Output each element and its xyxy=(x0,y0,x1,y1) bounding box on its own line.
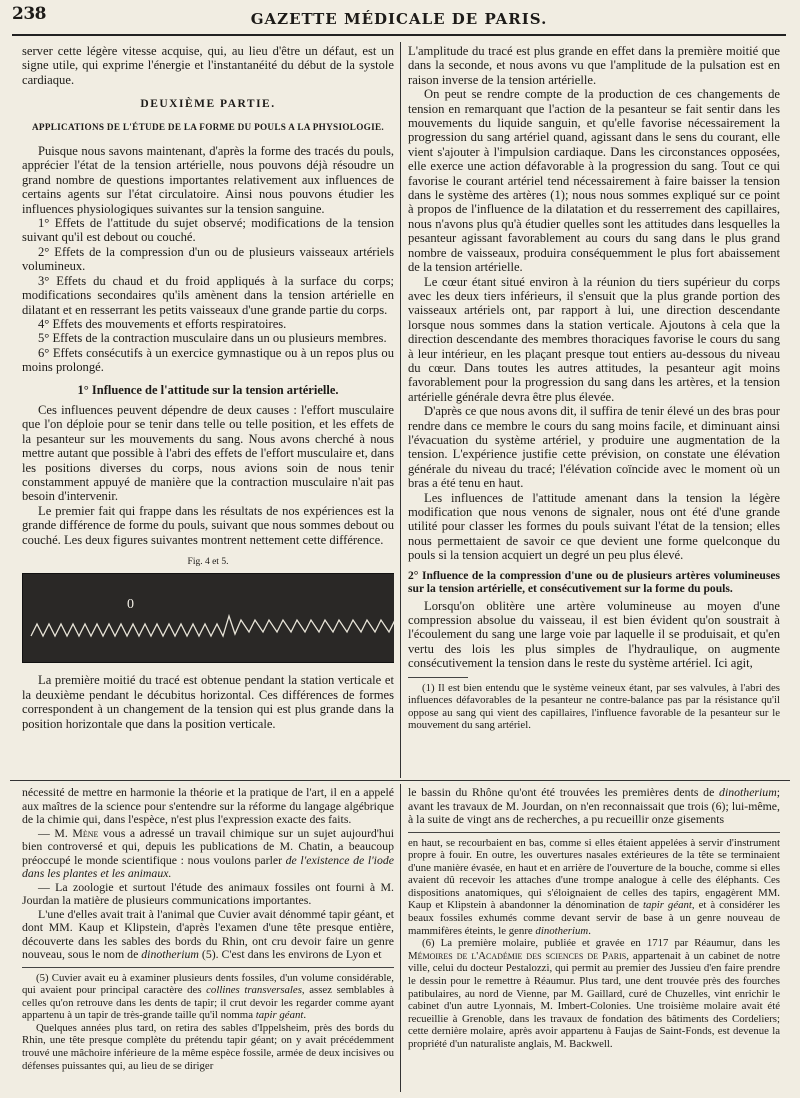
text-run: en haut, se recourbaient en bas, comme si elles étaient appelées à servir d'instrument propre à fouir. En outre, les ouvertures nasales extérieures de la tête se terminaient d'une manière évasée, en haut et en arrière de l'ouverture de la bouche, comme si elles avaient dû recevoir les attaches d'une trompe analogue à celle des éléphants. Ces dispositions anatomiques, qui s'éloignaient de celles des tapirs, engagèrent MM. Kaup et Klipstein à abandonner la dénomination de xyxy=(408,836,780,912)
paragraph xyxy=(408,786,780,827)
part-title: DEUXIÈME PARTIE. xyxy=(140,98,276,111)
paragraph xyxy=(22,908,394,962)
pulse-trace-graphic xyxy=(23,574,394,662)
text-run: vous a adressé un travail chimique sur un sujet aujourd'hui bien controversé et qui, depuis les publications de M. Chatin, a beaucoup préoccupé le monde scientifique : nous voulons parler xyxy=(22,825,394,867)
footnote-text: (1) Il est bien entendu que le système veineux étant, par ses valvules, à l'abri des influences défavorables de la pesanteur ne contre-balance pas par la résistance qu'il oppose au sang qui vient des capillaires, l'influence favorable de la pesanteur sur le mouvement du sang artériel. xyxy=(408,681,780,732)
italic-run: dinotherium xyxy=(535,924,589,937)
list-item: 2° Effets de la compression d'un ou de plusieurs vaisseaux artériels volumineux. xyxy=(22,244,394,274)
author-name: — M. Mène xyxy=(38,825,99,840)
footnote-rule xyxy=(408,677,468,678)
italic-run: tapir géant xyxy=(255,1009,304,1022)
paragraph: — La zoologie et surtout l'étude des animaux fossiles ont fourni à M. Jourdan la matière de plusieurs communications importantes. xyxy=(22,879,394,907)
paragraph: On peut se rendre compte de la production de ces changements de tension en remarquant que l'action de la pesanteur se fait sentir dans les mouvements du liquide sanguin, et qu'elle favorise nécessairement la progression du sang artériel quand, agissant dans le sens du courant, elle vient s'ajouter à l'impulsion cardiaque. Dans les circonstances opposées, elle exerce une action défavorable à la progression du sang. Tout ce qui favorise le courant artériel tend nécessairement à faire baisser la tension dans le système des artères (1); nous nous sommes expliqué sur ce point à propos de l'influence de la dilatation et du resserrement des capillaires, nous n'avons plus qu'à étudier quelles sont les attitudes dans lesquelles la pesanteur agissant favorablement au cours du sang dans le plus grand nombre de vaisseaux, produira conséquemment le plus fort abaissement de la tension artérielle. xyxy=(408,87,780,275)
right-column xyxy=(408,44,780,774)
footnote-rule xyxy=(408,832,780,833)
text-run: (6) La première molaire, publiée et gravée en 1717 par Réaumur, dans les xyxy=(422,937,780,950)
footnote-text xyxy=(408,837,780,938)
italic-run: dinotherium xyxy=(141,947,199,961)
text-run: . xyxy=(303,1009,307,1022)
paragraph: Puisque nous savons maintenant, d'après la forme des tracés du pouls, apprécier l'état de la tension artérielle, nous pouvons déjà résoudre un grand nombre de questions importantes relativement aux influences de certains agents sur l'état circulatoire. Ainsi nous pouvons étudier les influences physiologiques suivantes sur la tension sanguine. xyxy=(22,144,394,216)
italic-run: collines transversales xyxy=(206,984,302,997)
column-rule xyxy=(400,784,401,1092)
text-run: (5). C'est dans les environs de Lyon et xyxy=(198,947,382,961)
header-rule xyxy=(12,34,786,36)
footnote xyxy=(22,972,394,1073)
footnote-text xyxy=(408,937,780,1050)
list-item: 4° Effets des mouvements et efforts respiratoires. xyxy=(38,316,287,331)
footnote-text xyxy=(22,972,394,1022)
list-item: 5° Effets de la contraction musculaire dans un ou plusieurs membres. xyxy=(38,331,387,346)
italic-run: de l'existence de l'iode dans les plantes et les animaux. xyxy=(22,852,394,880)
list-item: 6° Effets consécutifs à un exercice gymnastique ou à un repos plus ou moins prolongé. xyxy=(22,345,394,375)
list-item: 3° Effets du chaud et du froid appliqués à la surface du corps; modifications secondaires qu'ils amènent dans la tension artérielle en dilatant et en resserrant les petits vaisseaux d'une grande partie du corps. xyxy=(22,273,394,317)
paragraph: server cette légère vitesse acquise, qui, au lieu d'être un défaut, est un signe utile, qui exprime l'énergie et l'instantanéité du début de la systole cardiaque. xyxy=(22,44,394,87)
small-caps-run: Mémoires de l'Académie des sciences de Paris xyxy=(408,949,627,962)
text-run: (5) Cuvier avait eu à examiner plusieurs dents fossiles, d'un volume considérable, qui avaient pour principal caractère des xyxy=(22,971,394,997)
section-heading: 1° Influence de l'attitude sur la tension artérielle. xyxy=(77,382,339,397)
lower-left-column xyxy=(22,786,394,1092)
paragraph: D'après ce que nous avons dit, il suffira de tenir élevé un des bras pour rendre dans ce membre le cours du sang moins facile, et diminuant ainsi l'évacuation du système artériel, y produire une augmentation de la tension. L'expérience justifie cette prévision, on constate une élévation générale du niveau du tracé; l'élévation coïncide avec le moment où un bras a été tenu en haut. xyxy=(408,404,780,491)
text-run: , assez semblables à celles qu'on retrouve dans les dents de tapir; il crut devoir les regarder comme ayant appartenu à un tapir de très-grande taille qu'il nomma xyxy=(22,984,394,1022)
paragraph: Les influences de l'attitude amenant dans la tension la légère modification que nous venons de signaler, nous ont été d'une grande utilité pour classer les formes du pouls suivant l'état de la tension; elles nous permettaient de savoir ce que devient une forme quelconque du pouls si la tension acquiert un degré un peu plus élevé. xyxy=(408,490,780,563)
paragraph: La première moitié du tracé est obtenue pendant la station verticale et la deuxième pendant le décubitus horizontal. Ces différences de formes correspondent à un changement de la tension qui est plus grande dans la position horizontale que dans la position verticale. xyxy=(22,673,394,731)
section-divider xyxy=(10,780,790,781)
page-number: 238 xyxy=(12,4,46,24)
paragraph: L'amplitude du tracé est plus grande en effet dans la première moitié que dans la seconde, et nous avons vu que l'amplitude de la pulsation est en raison inverse de la tension artérielle. xyxy=(408,44,780,87)
italic-run: tapir géant xyxy=(642,899,692,912)
paragraph: Le premier fait qui frappe dans les résultats de nos expériences est la grande différence de forme du pouls, suivant que nous sommes debout ou couché. Les deux figures suivantes montrent nettement cette différence. xyxy=(22,503,394,547)
paragraph: Ces influences peuvent dépendre de deux causes : l'effort musculaire que l'on déploie pour se tenir dans telle ou telle position, et les effets de la pesanteur sur les mouvements du sang. Nous avons cherché à nous mettre autant que possible à l'abri des effets de l'effort musculaire et, dans les positions diverses du corps, nous avions soin de nous tenir constamment appuyé de manière que la contraction musculaire n'ait pas besoin d'intervenir. xyxy=(22,402,394,504)
text-run: . xyxy=(588,924,591,937)
lower-right-column xyxy=(408,786,780,1092)
paragraph: Le cœur étant situé environ à la réunion du tiers supérieur du corps avec les deux tiers inférieurs, il s'ensuit que la plus grande portion des vaisseaux artériels ont, par rapport à lui, une direction descendante lorsque nous sommes dans la station verticale. Ajoutons à cela que la direction descendante des membres thoraciques favorise le cours du sang à leur intérieur, en les plaçant presque tout entiers au-dessous du niveau du cœur. Dans toutes les autres attitudes, la pesanteur agit moins favorablement pour la progression du sang dans les artères, et la tension artérielle générale devra être plus élevée. xyxy=(408,274,780,404)
part-subtitle: APPLICATIONS DE L'ÉTUDE DE LA FORME DU POULS A LA PHYSIOLOGIE. xyxy=(31,121,385,132)
paragraph: Lorsqu'on oblitère une artère volumineuse au moyen d'une compression absolue du vaisseau, il est bien évident qu'on soustrait à l'écoulement du sang une large voie par laquelle il se produisait, et qu'en vertu des lois les plus simples de l'hydraulique, on augmente consécutivement la tension dans le reste du système artériel. Ici agit, xyxy=(408,598,780,671)
footnote xyxy=(408,682,780,732)
footnote-rule xyxy=(22,967,394,968)
footnote xyxy=(408,837,780,1051)
footnote-text: Quelques années plus tard, on retira des sables d'Ippelsheim, près des bords du Rhin, une tête presque complète du prétendu tapir géant; on y avait précédemment trouvé une mâchoire inférieure de la même espèce fossile, armée de deux incisives ou défenses puissantes qui, au lieu de se diriger xyxy=(22,1021,394,1072)
paragraph: nécessité de mettre en harmonie la théorie et la pratique de l'art, il en a appelé aux maîtres de la science pour s'entendre sur la réforme du langage algébrique de la chimie qui, dans l'espèce, n'est plus l'expression exacte des faits. xyxy=(22,786,394,826)
column-rule xyxy=(400,42,401,778)
italic-run: dinotherium xyxy=(719,786,777,799)
paragraph xyxy=(22,827,394,881)
text-run: , appartenait à un cabinet de notre ville, celui du docteur Pestalozzi, qui permit au premier des Jussieu d'en faire prendre le dessin pour le remettre à Réaumur. Plus tard, une dent trouvée près des fourches patibulaires, au nord de Vienne, par M. Gaillard, curé de Chuzelles, vint enrichir le cabinet d'un autre Lyonnais, M. Imbert-Colonies. Une troisième molaire avait été recueillie à Grenoble, dans les travaux de fondation des bâtiments des Cordeliers; cette dernière molaire, après avoir appartenu à Faujas de Saint-Fonds, est devenue la propriété d'un naturaliste anglais, M. Backwell. xyxy=(408,949,780,1050)
text-run: L'une d'elles avait trait à l'animal que Cuvier avait dénommé tapir géant, et dont MM. Kaup et Klipstein, d'après l'examen d'une tête presque entière, découverte dans les sables des bords du Rhin, ont cru devoir faire un genre nouveau, sous le nom de xyxy=(22,906,394,961)
text-run: le bassin du Rhône qu'ont été trouvées les premières dents de xyxy=(408,786,720,799)
page-header xyxy=(12,6,786,36)
figure-caption: Fig. 4 et 5. xyxy=(187,557,229,567)
section-heading: 2° Influence de la compression d'une ou de plusieurs artères volumineuses sur la tension artérielle, et consécutivement sur la forme du pouls. xyxy=(408,568,780,595)
text-run: ; avant les travaux de M. Jourdan, on n'en reconnaissait que trois (6); lui-même, à la suite de vingt ans de recherches, a pu recueillir onze gisements xyxy=(408,786,780,826)
pulse-trace-figure xyxy=(22,573,394,663)
left-column xyxy=(22,44,394,774)
figure-marker: 0 xyxy=(127,597,134,613)
list-item: 1° Effets de l'attitude du sujet observé; modifications de la tension suivant qu'il est debout ou couché. xyxy=(22,216,394,245)
text-run: , et à considérer les beaux fossiles exhumés comme devant servir de base à un genre nouveau de mammifères éteints, le genre xyxy=(408,899,780,937)
journal-title: GAZETTE MÉDICALE DE PARIS. xyxy=(250,10,548,28)
